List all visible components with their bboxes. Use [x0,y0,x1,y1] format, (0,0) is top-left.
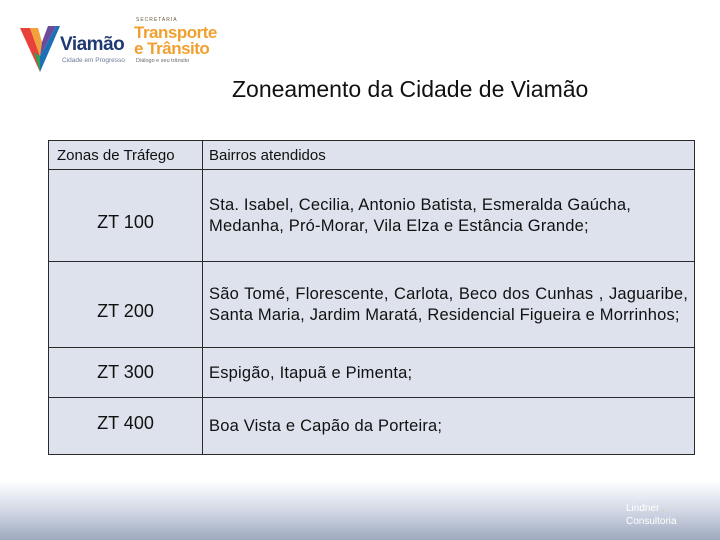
table-row [49,170,695,262]
footer-brand-line1: Lindner [626,503,660,514]
neighborhoods-cell: São Tomé, Florescente, Carlota, Beco dos Cunhas , Jaguaribe, Santa Maria, Jardim Maratá, Residencial Figueira e Morrinhos; [203,262,695,348]
table-header-row [49,141,695,170]
table-row [49,398,695,455]
transporte-logo-line1: Transporte [134,23,217,42]
neighborhoods-cell: Sta. Isabel, Cecilia, Antonio Batista, Esmeralda Gaúcha, Medanha, Pró-Morar, Vila Elza e Estância Grande; [203,170,695,262]
header-neighborhoods: Bairros atendidos [203,141,695,170]
viamao-logo-tagline: Cidade em Progresso [62,57,125,64]
table-row [49,262,695,348]
viamao-v-icon [20,22,60,74]
zones-table [48,140,695,455]
header-zones: Zonas de Tráfego [49,141,203,170]
neighborhoods-cell: Boa Vista e Capão da Porteira; [203,398,695,455]
footer-brand-dot: . [662,503,665,514]
transporte-logo-prefix: SECRETARIA [136,17,178,23]
zone-cell: ZT 300 [49,348,203,398]
transporte-logo [132,17,242,75]
table-row [49,348,695,398]
transporte-logo-subtitle: Diálogo e seu trânsito [136,58,190,64]
neighborhoods-cell: Espigão, Itapuã e Pimenta; [203,348,695,398]
footer-brand [626,502,677,528]
zone-cell: ZT 100 [49,170,203,262]
page-title: Zoneamento da Cidade de Viamão [232,76,589,102]
footer-brand-line2: Consultoria [626,516,677,527]
viamao-logo [20,18,130,76]
zone-cell: ZT 200 [49,262,203,348]
transporte-logo-line2: e Trânsito [134,39,210,58]
viamao-logo-name: Viamão [60,34,125,55]
zone-cell: ZT 400 [49,398,203,455]
footer-band [0,480,720,540]
